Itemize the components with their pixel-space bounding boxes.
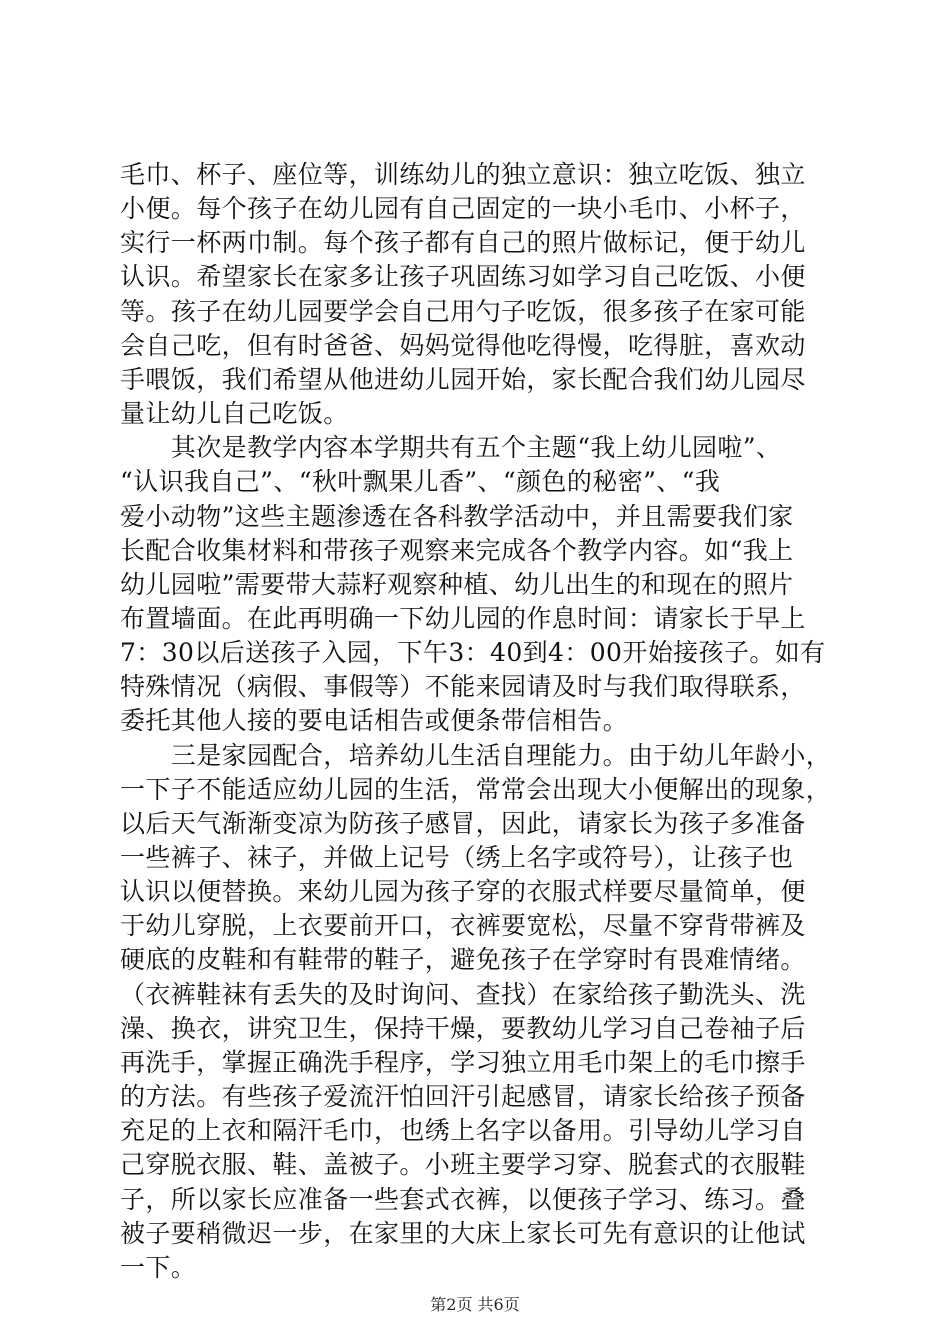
text-line: “认识我自己”、“秋叶飘果儿香”、“颜色的秘密”、“我	[120, 467, 721, 496]
text-line: 以后天气渐渐变凉为防孩子感冒，因此，请家长为孩子多准备	[120, 809, 806, 838]
text-line: 的方法。有些孩子爱流汗怕回汗引起感冒，请家长给孩子预备	[120, 1082, 806, 1111]
text-line: 再洗手，掌握正确洗手程序，学习独立用毛巾架上的毛巾擦手	[120, 1048, 806, 1077]
text-line: 布置墙面。在此再明确一下幼儿园的作息时间：请家长于早上	[120, 604, 806, 633]
text-line: 一下。	[120, 1253, 197, 1282]
text-line: 充足的上衣和隔汗毛巾，也绣上名字以备用。引导幼儿学习自	[120, 1116, 806, 1145]
text-line: 一些裤子、袜子，并做上记号（绣上名字或符号），让孩子也	[120, 843, 794, 872]
text-line: 7：30以后送孩子入园，下午3：40到4：00开始接孩子。如有	[120, 638, 826, 667]
text-line: 委托其他人接的要电话相告或便条带信相告。	[120, 706, 629, 735]
text-line: 认识。希望家长在家多让孩子巩固练习如学习自己吃饭、小便	[120, 262, 806, 291]
text-line: 爱小动物”这些主题渗透在各科教学活动中，并且需要我们家	[120, 502, 794, 531]
text-line: 认识以便替换。来幼儿园为孩子穿的衣服式样要尽量简单，便	[120, 877, 806, 906]
text-line: 己穿脱衣服、鞋、盖被子。小班主要学习穿、脱套式的衣服鞋	[120, 1150, 806, 1179]
text-line: 实行一杯两巾制。每个孩子都有自己的照片做标记，便于幼儿	[120, 228, 806, 257]
text-line: 毛巾、杯子、座位等，训练幼儿的独立意识：独立吃饭、独立	[120, 160, 806, 189]
text-line: 特殊情况（病假、事假等）不能来园请及时与我们取得联系，	[120, 672, 806, 701]
text-line: 其次是教学内容本学期共有五个主题“我上幼儿园啦”、	[120, 433, 782, 462]
text-line: 三是家园配合，培养幼儿生活自理能力。由于幼儿年龄小，	[120, 741, 832, 770]
text-line: 幼儿园啦”需要带大蒜籽观察种植、幼儿出生的和现在的照片	[120, 570, 794, 599]
text-line: 等。孩子在幼儿园要学会自己用勺子吃饭，很多孩子在家可能	[120, 297, 806, 326]
text-line: 硬底的皮鞋和有鞋带的鞋子，避免孩子在学穿时有畏难情绪。	[120, 945, 806, 974]
text-line: 小便。每个孩子在幼儿园有自己固定的一块小毛巾、小杯子，	[120, 194, 806, 223]
text-line: 量让幼儿自己吃饭。	[120, 399, 349, 428]
text-line: 一下子不能适应幼儿园的生活，常常会出现大小便解出的现象，	[120, 775, 832, 804]
text-line: 于幼儿穿脱，上衣要前开口，衣裤要宽松，尽量不穿背带裤及	[120, 911, 806, 940]
text-line: 长配合收集材料和带孩子观察来完成各个教学内容。如“我上	[120, 536, 794, 565]
text-line: 手喂饭，我们希望从他进幼儿园开始，家长配合我们幼儿园尽	[120, 365, 806, 394]
text-line: 子，所以家长应准备一些套式衣裤，以便孩子学习、练习。叠	[120, 1185, 806, 1214]
page-footer: 第2页 共6页	[430, 1295, 520, 1314]
text-line: 会自己吃，但有时爸爸、妈妈觉得他吃得慢，吃得脏，喜欢动	[120, 331, 806, 360]
text-line: （衣裤鞋袜有丢失的及时询问、查找）在家给孩子勤洗头、洗	[120, 980, 806, 1009]
text-line: 被子要稍微迟一步，在家里的大床上家长可先有意识的让他试	[120, 1219, 806, 1248]
text-line: 澡、换衣，讲究卫生，保持干燥，要教幼儿学习自己卷袖子后	[120, 1014, 806, 1043]
